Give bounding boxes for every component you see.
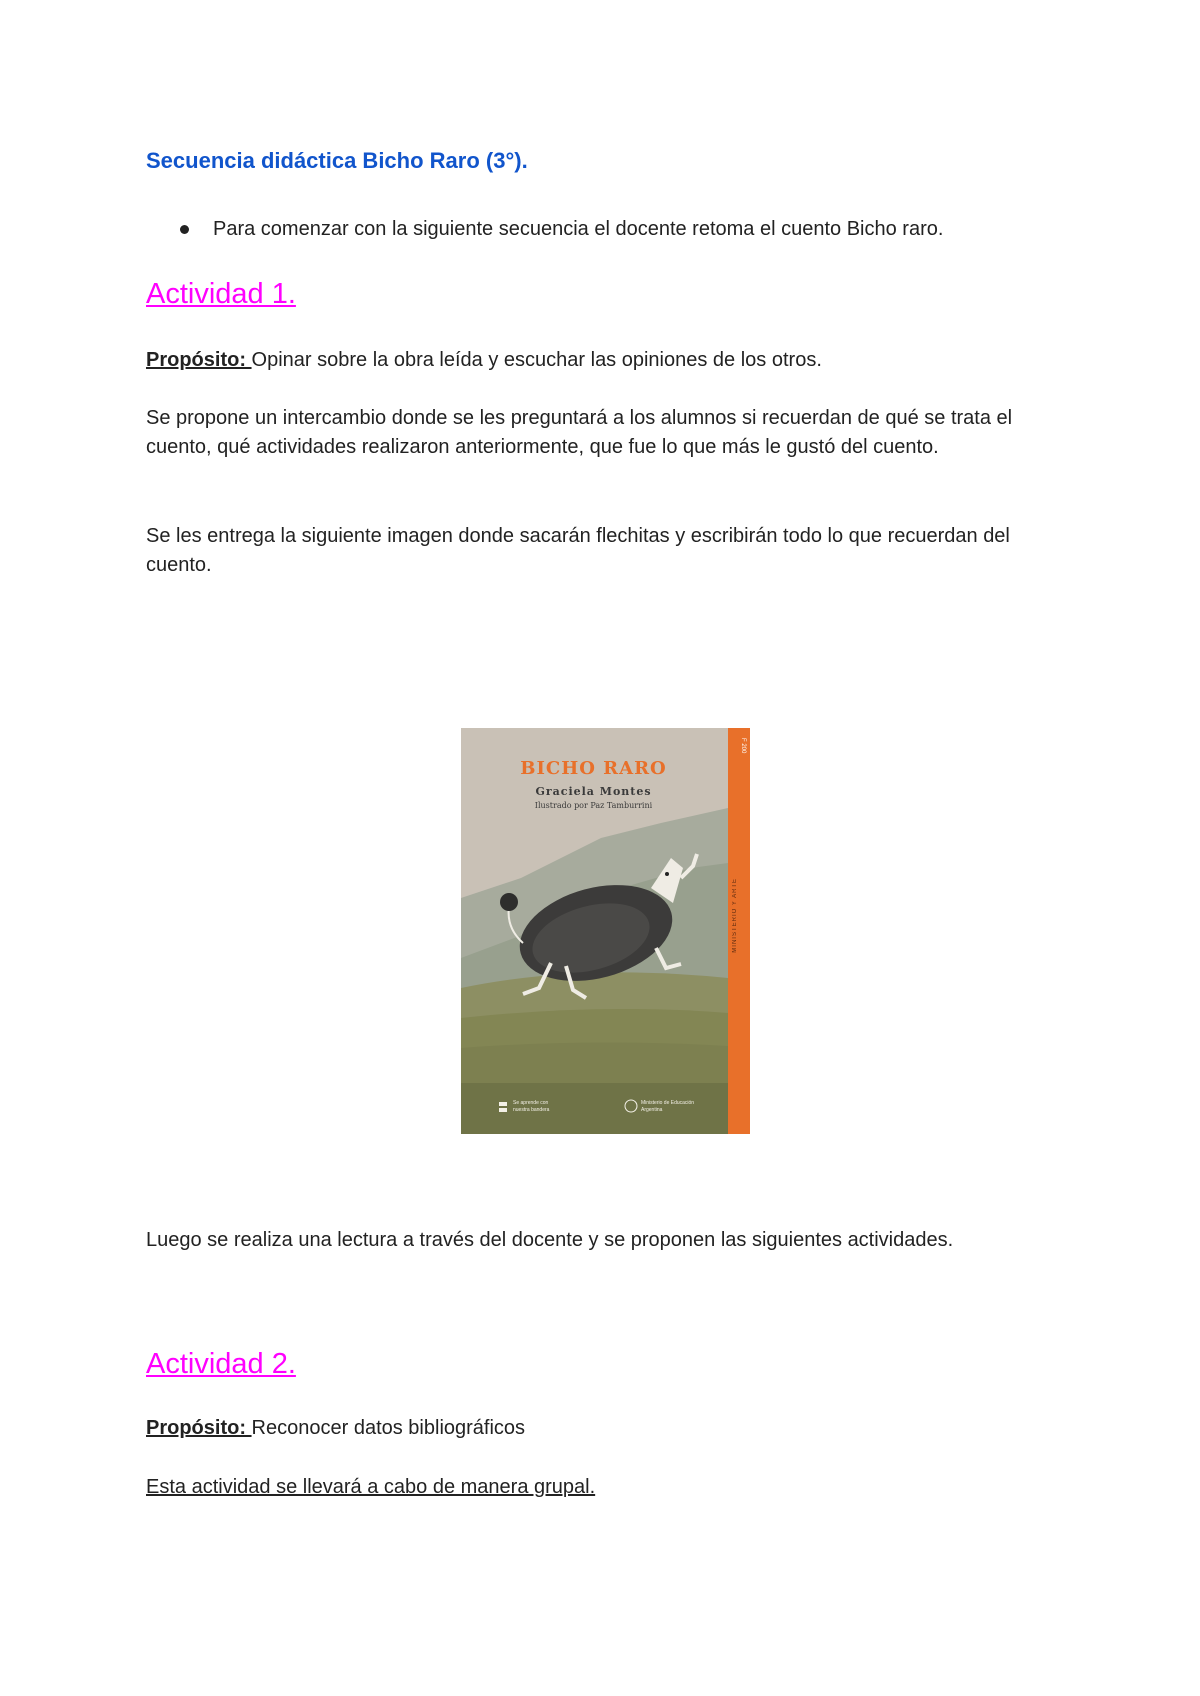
activity-1-paragraph-2: Se les entrega la siguiente imagen donde sacarán flechitas y escribirán todo lo que recuerdan del cuento.	[146, 525, 1010, 576]
cover-logo-left	[513, 1100, 549, 1114]
activity-1-heading: Actividad 1.	[146, 278, 296, 310]
purpose-label: Propósito:	[146, 1417, 252, 1439]
activity-1-paragraph-1: Se propone un intercambio donde se les preguntará a los alumnos si recuerdan de qué se trata el cuento, qué actividades realizaron anteriormente, que fue lo que más le gustó del cuento.	[146, 407, 1013, 458]
document-title: Secuencia didáctica Bicho Raro (3°).	[146, 148, 528, 173]
purpose-text: Opinar sobre la obra leída y escuchar las opiniones de los otros.	[251, 349, 822, 371]
cover-title: BICHO RARO	[520, 758, 667, 779]
bullet-icon	[180, 225, 189, 234]
purpose-text: Reconocer datos bibliográficos	[251, 1417, 526, 1439]
logo-right-line-2: Argentina	[641, 1107, 663, 1113]
spine-code: F 200	[740, 738, 746, 754]
after-reading-paragraph: Luego se realiza una lectura a través del docente y se proponen las siguientes actividades.	[146, 1229, 954, 1251]
logo-left-line-2: nuestra bandera	[513, 1107, 550, 1113]
intro-bullet-text: Para comenzar con la siguiente secuencia el docente retoma el cuento Bicho raro.	[213, 218, 944, 240]
cover-illustrator: Ilustrado por Paz Tamburrini	[534, 801, 653, 810]
purpose-label: Propósito:	[146, 349, 252, 371]
cover-author: Graciela Montes	[535, 785, 652, 798]
logo-left-line-1: Se aprende con	[513, 1100, 549, 1106]
activity-2-note: Esta actividad se llevará a cabo de manera grupal.	[146, 1476, 596, 1498]
activity-1-purpose	[146, 346, 1066, 375]
activity-2-heading: Actividad 2.	[146, 1348, 296, 1380]
spine-series: MINISTERIO Y ARTE	[732, 878, 738, 953]
book-cover-image	[461, 728, 750, 1134]
intro-bullet-item	[180, 218, 943, 241]
activity-2-purpose	[146, 1414, 1066, 1443]
cover-spine	[728, 728, 750, 1134]
logo-right-line-1: Ministerio de Educación	[641, 1100, 695, 1106]
cover-logo-right	[641, 1100, 694, 1114]
